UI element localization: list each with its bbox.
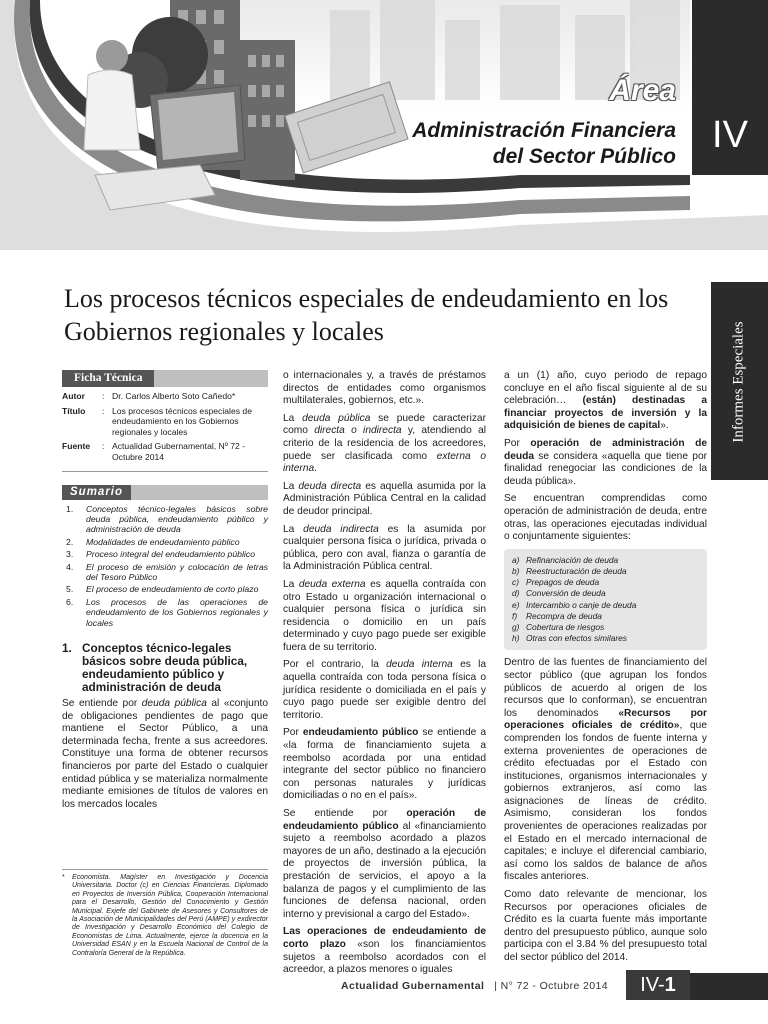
text-run: La [283, 412, 303, 424]
publication-name: Actualidad Gubernamental [341, 980, 485, 992]
sumario-item-text: Proceso integral del endeudamiento público [86, 549, 256, 560]
paragraph [504, 370, 707, 433]
paragraph [283, 579, 486, 655]
paragraph [504, 438, 707, 488]
operation-letter: h) [512, 633, 520, 644]
sumario-item-text: Modalidades de endeudamiento público [86, 536, 240, 547]
area-number: IV [712, 114, 748, 156]
text-emphasis: deuda indirecta [303, 523, 379, 535]
ficha-tecnica-title: Ficha Técnica [62, 370, 154, 387]
text-run: La [283, 523, 304, 535]
text-run: es aquella contraída con otro Estado u organización internacional o cualquier persona física o jurídica sin residencia o domicilio en un país determinado y cuyo pago puede ser exigible fuera de su territorio. [283, 578, 486, 653]
page-number: 1 [664, 974, 676, 996]
sumario-item-text: Los procesos de las operaciones de endeudamiento de los Gobiernos regionales y locales [86, 596, 268, 628]
text-strong: «Recursos por operaciones oficiales de crédito» [504, 707, 707, 732]
sumario-item-number: 3. [66, 549, 74, 560]
operation-text: Otras con efectos similares [526, 633, 627, 644]
text-strong: endeudamiento público [302, 727, 419, 739]
text-strong: Las operaciones de endeudamiento de corto plazo [283, 926, 486, 950]
section-1-paragraph [62, 698, 268, 811]
text-emphasis: deuda externa [298, 578, 366, 590]
ficha-key: Título [62, 405, 86, 416]
operation-text: Cobertura de riesgos [526, 621, 605, 632]
operation-letter: d) [512, 588, 520, 599]
ficha-tecnica-table [62, 387, 268, 472]
footer-bar [690, 973, 768, 1000]
header-banner [0, 0, 768, 250]
paragraph [283, 727, 486, 803]
text-run: La [283, 578, 299, 590]
operation-text: Conversión de deuda [526, 588, 606, 599]
text-emphasis: deuda interna [386, 659, 453, 671]
sumario-item [62, 504, 268, 535]
sumario-item-number: 1. [66, 503, 74, 514]
operation-letter: e) [512, 599, 520, 610]
operation-item [512, 600, 699, 611]
text-run: es aquella asumida por la Administración Pública Central en la calidad de deudor principal. [283, 480, 486, 517]
operation-item [512, 588, 699, 599]
ficha-colon: : [102, 405, 105, 416]
sumario-item [62, 584, 268, 594]
paragraph [283, 659, 486, 722]
ficha-value: Dr. Carlos Alberto Soto Cañedo* [112, 391, 236, 401]
column-3 [504, 370, 707, 970]
text-emphasis: externa o interna [283, 450, 486, 475]
ficha-colon: : [102, 391, 105, 401]
ficha-value: Los procesos técnicos especiales de endeudamiento en los Gobiernos regionales y locales [112, 405, 252, 437]
paragraph: Como dato relevante de mencionar, los Recursos por operaciones oficiales de Crédito es la cuarta fuente más importante dentro del presupuesto público, aunque solo participa con el 3.84 % del presupuesto total del sector público del 2014. [504, 889, 707, 963]
text-strong: operación de administración de deuda [504, 437, 708, 462]
text-run: Por el contrario, la [283, 659, 387, 671]
ficha-key: Fuente [62, 441, 91, 452]
paragraph: o internacionales y, a través de préstamos directos de entidades como organismos multilaterales, gobiernos, etc.». [283, 370, 486, 407]
ficha-row-fuente [62, 441, 268, 462]
operation-letter: b) [512, 565, 520, 576]
operation-text: Intercambio o canje de deuda [526, 599, 637, 610]
operation-item [512, 611, 699, 622]
text-run: , que comprenden los fondos de fuente interna y externa provenientes de operaciones de crédito efectuadas por el Estado con instituciones, organismos internacionales y gobiernos extranjeros, así como las asignaciones de líneas de crédito. Asimismo, consideran los fondos provenientes de operaciones realizadas por el Estado en el mercado internacional de capitales; e incluye el diferencial cambiario, así como los saldos de balance de años fiscales anteriores. [504, 720, 707, 883]
sumario-item [62, 597, 268, 628]
text-emphasis: deuda pública [141, 698, 207, 710]
paragraph [283, 481, 486, 519]
text-run: Por [283, 727, 303, 739]
publication-issue: | N° 72 - Octubre 2014 [494, 980, 608, 992]
section-1-title: Conceptos técnico-legales básicos sobre deuda pública, endeudamiento público y administración de deuda [82, 641, 248, 695]
paragraph [283, 524, 486, 574]
text-run: Dentro de las fuentes de financiamiento del sector público (que agrupan los fondos públicos de acuerdo al origen de los recursos que lo conforman), se encuentran los denominados [504, 657, 707, 719]
footnote-text: Economista. Magíster en Investigación y Docencia Universitaria. Doctor (c) en Ciencias Financieras. Diplomado en Proyectos de Inversión Pública, Cooperación Internacional para el Desarrollo, Gestión del Conocimiento y Gestión Municipal. Exjefe del Gabinete de Asesores y Consultores de la Asociación de Municipalidades del Perú (AMPE) y exdirector de Investigación y Desarrollo Económico del Colegio de Economistas de Lima. Actualmente, ejerce la docencia en la Universidad ESAN y en la Escuela Nacional de Control de la Contraloría General de la República. [72, 874, 268, 957]
text-emphasis: directa o indirecta [314, 425, 402, 437]
area-label: Área [609, 74, 676, 107]
text-run: se considera «aquella que tiene por finalidad renegociar las condiciones de la deuda pública». [504, 450, 707, 487]
text-run: es la aquella contraída con toda persona física o jurídica residente o domiciliada en el país y cuyo pago puede ser exigible dentro del territorio. [283, 659, 487, 721]
paragraph [283, 413, 486, 476]
footnote-mark: * [62, 874, 65, 881]
text-strong: operación de endeudamiento público [283, 808, 487, 832]
page-footer [0, 970, 768, 1000]
text-run: es la asumida por cualquier persona física o jurídica, privada o pública, pero con aval, fianza o garantía de la Administración Pública central. [283, 523, 486, 573]
article-title: Los procesos técnicos especiales de endeudamiento en los Gobiernos regionales y locales [64, 284, 669, 347]
sumario-item-number: 6. [66, 596, 74, 607]
ficha-value: Actualidad Gubernamental, Nº 72 - Octubre 2014 [112, 441, 246, 462]
sumario-item-text: El proceso de endeudamiento de corto plazo [86, 584, 259, 595]
operation-letter: g) [512, 621, 520, 632]
text-strong: (están) destinadas a financiar proyectos de inversión y la adquisición de bienes de capital [504, 395, 707, 432]
sumario-item-text: Conceptos técnico-legales básicos sobre deuda pública, endeudamiento público y administración de deuda [86, 503, 268, 535]
section-1-heading [62, 642, 268, 694]
text-run: Se entiende por [283, 808, 407, 819]
sumario-header [62, 485, 268, 500]
sumario-item-number: 2. [66, 536, 74, 547]
page-section: IV- [640, 974, 665, 996]
sumario-item-text: El proceso de emisión y colocación de letras del Tesoro Público [86, 561, 268, 582]
paragraph [283, 808, 486, 921]
operation-item [512, 566, 699, 577]
section-1-number: 1. [62, 641, 72, 656]
operations-list-box [504, 549, 707, 651]
ficha-row-titulo [62, 406, 268, 438]
text-run: y, atendiendo al criterio de la residencia de los acreedores, puede ser clasificada como [283, 425, 486, 462]
footer-publication [341, 980, 608, 992]
text-run: Por [504, 437, 531, 449]
sumario-item [62, 562, 268, 583]
sumario-title: Sumario [62, 485, 131, 500]
text-run: La [283, 480, 299, 492]
operation-text: Reestructuración de deuda [526, 565, 627, 576]
operation-item [512, 633, 699, 644]
paragraph: Se encuentran comprendidas como operación de administración de deuda, entre otras, las operaciones ejecutadas individual o conjuntamente siguientes: [504, 493, 707, 543]
text-run: al «conjunto de obligaciones pendientes de pago que mantiene el Sector Público, a una determinada fecha, frente a sus acreedores. Constituye una forma de obtener recursos financieros por parte del Estado o cualquier entidad pública y se materializa normalmente mediante emisiones de títulos de valores en los mercados locales [62, 698, 268, 810]
sumario-item [62, 537, 268, 547]
ficha-colon: : [102, 441, 105, 452]
operation-letter: c) [512, 577, 519, 588]
operation-item [512, 622, 699, 633]
sumario-item-number: 4. [66, 561, 74, 572]
operation-letter: a) [512, 554, 520, 565]
text-emphasis: deuda directa [298, 480, 362, 492]
operation-letter: f) [512, 610, 518, 621]
text-run: se puede caracterizar como [283, 412, 486, 437]
sumario-item-number: 5. [66, 584, 74, 595]
area-name [300, 118, 676, 169]
paragraph [504, 657, 707, 884]
operation-text: Refinanciación de deuda [526, 554, 619, 565]
column-1 [62, 370, 268, 816]
text-run: Se entiende por [62, 698, 142, 710]
text-run: a un (1) año, cuyo periodo de repago concluye en el año fiscal siguiente al de su celebración… [504, 370, 707, 407]
operation-text: Recompra de deuda [526, 610, 602, 621]
text-run: . [314, 463, 317, 475]
text-run: al «financiamiento sujeto a reembolso acordado a plazos mayores de un año, destinado a la ejecución de proyectos de inversión pública, la prestación de servicios, el apoyo a la balanza de pagos y el cumplimiento de las funciones de defensa nacional, orden interno y previsional a cargo del Estado». [283, 820, 486, 920]
operation-text: Prepagos de deuda [526, 577, 600, 588]
text-emphasis: deuda pública [302, 412, 371, 424]
author-footnote [62, 869, 268, 958]
text-run: se entiende a «la forma de financiamiento sujeta a reembolso acordada por una entidad integrante del sector público no financiero con personas naturales y jurídicas domiciliadas o no en el país». [283, 727, 486, 802]
operation-item [512, 577, 699, 588]
text-run: «son los financiamientos sujetos a reembolso acordados con el acreedor, a plazos menores o iguales [283, 938, 486, 976]
ficha-row-autor [62, 391, 268, 402]
section-side-tab-label: Informes Especiales [730, 321, 747, 443]
area-number-tab [692, 0, 768, 175]
ficha-key: Autor [62, 391, 85, 401]
sumario-list [62, 504, 268, 628]
section-side-tab [711, 282, 768, 480]
operation-item [512, 555, 699, 566]
area-name-line2: del Sector Público [492, 144, 676, 168]
sumario-item [62, 549, 268, 559]
page-number-box [626, 970, 690, 1000]
ficha-tecnica-header [62, 370, 268, 387]
column-2 [283, 370, 486, 982]
text-run: ». [660, 420, 669, 432]
area-name-line1: Administración Financiera [412, 119, 676, 142]
